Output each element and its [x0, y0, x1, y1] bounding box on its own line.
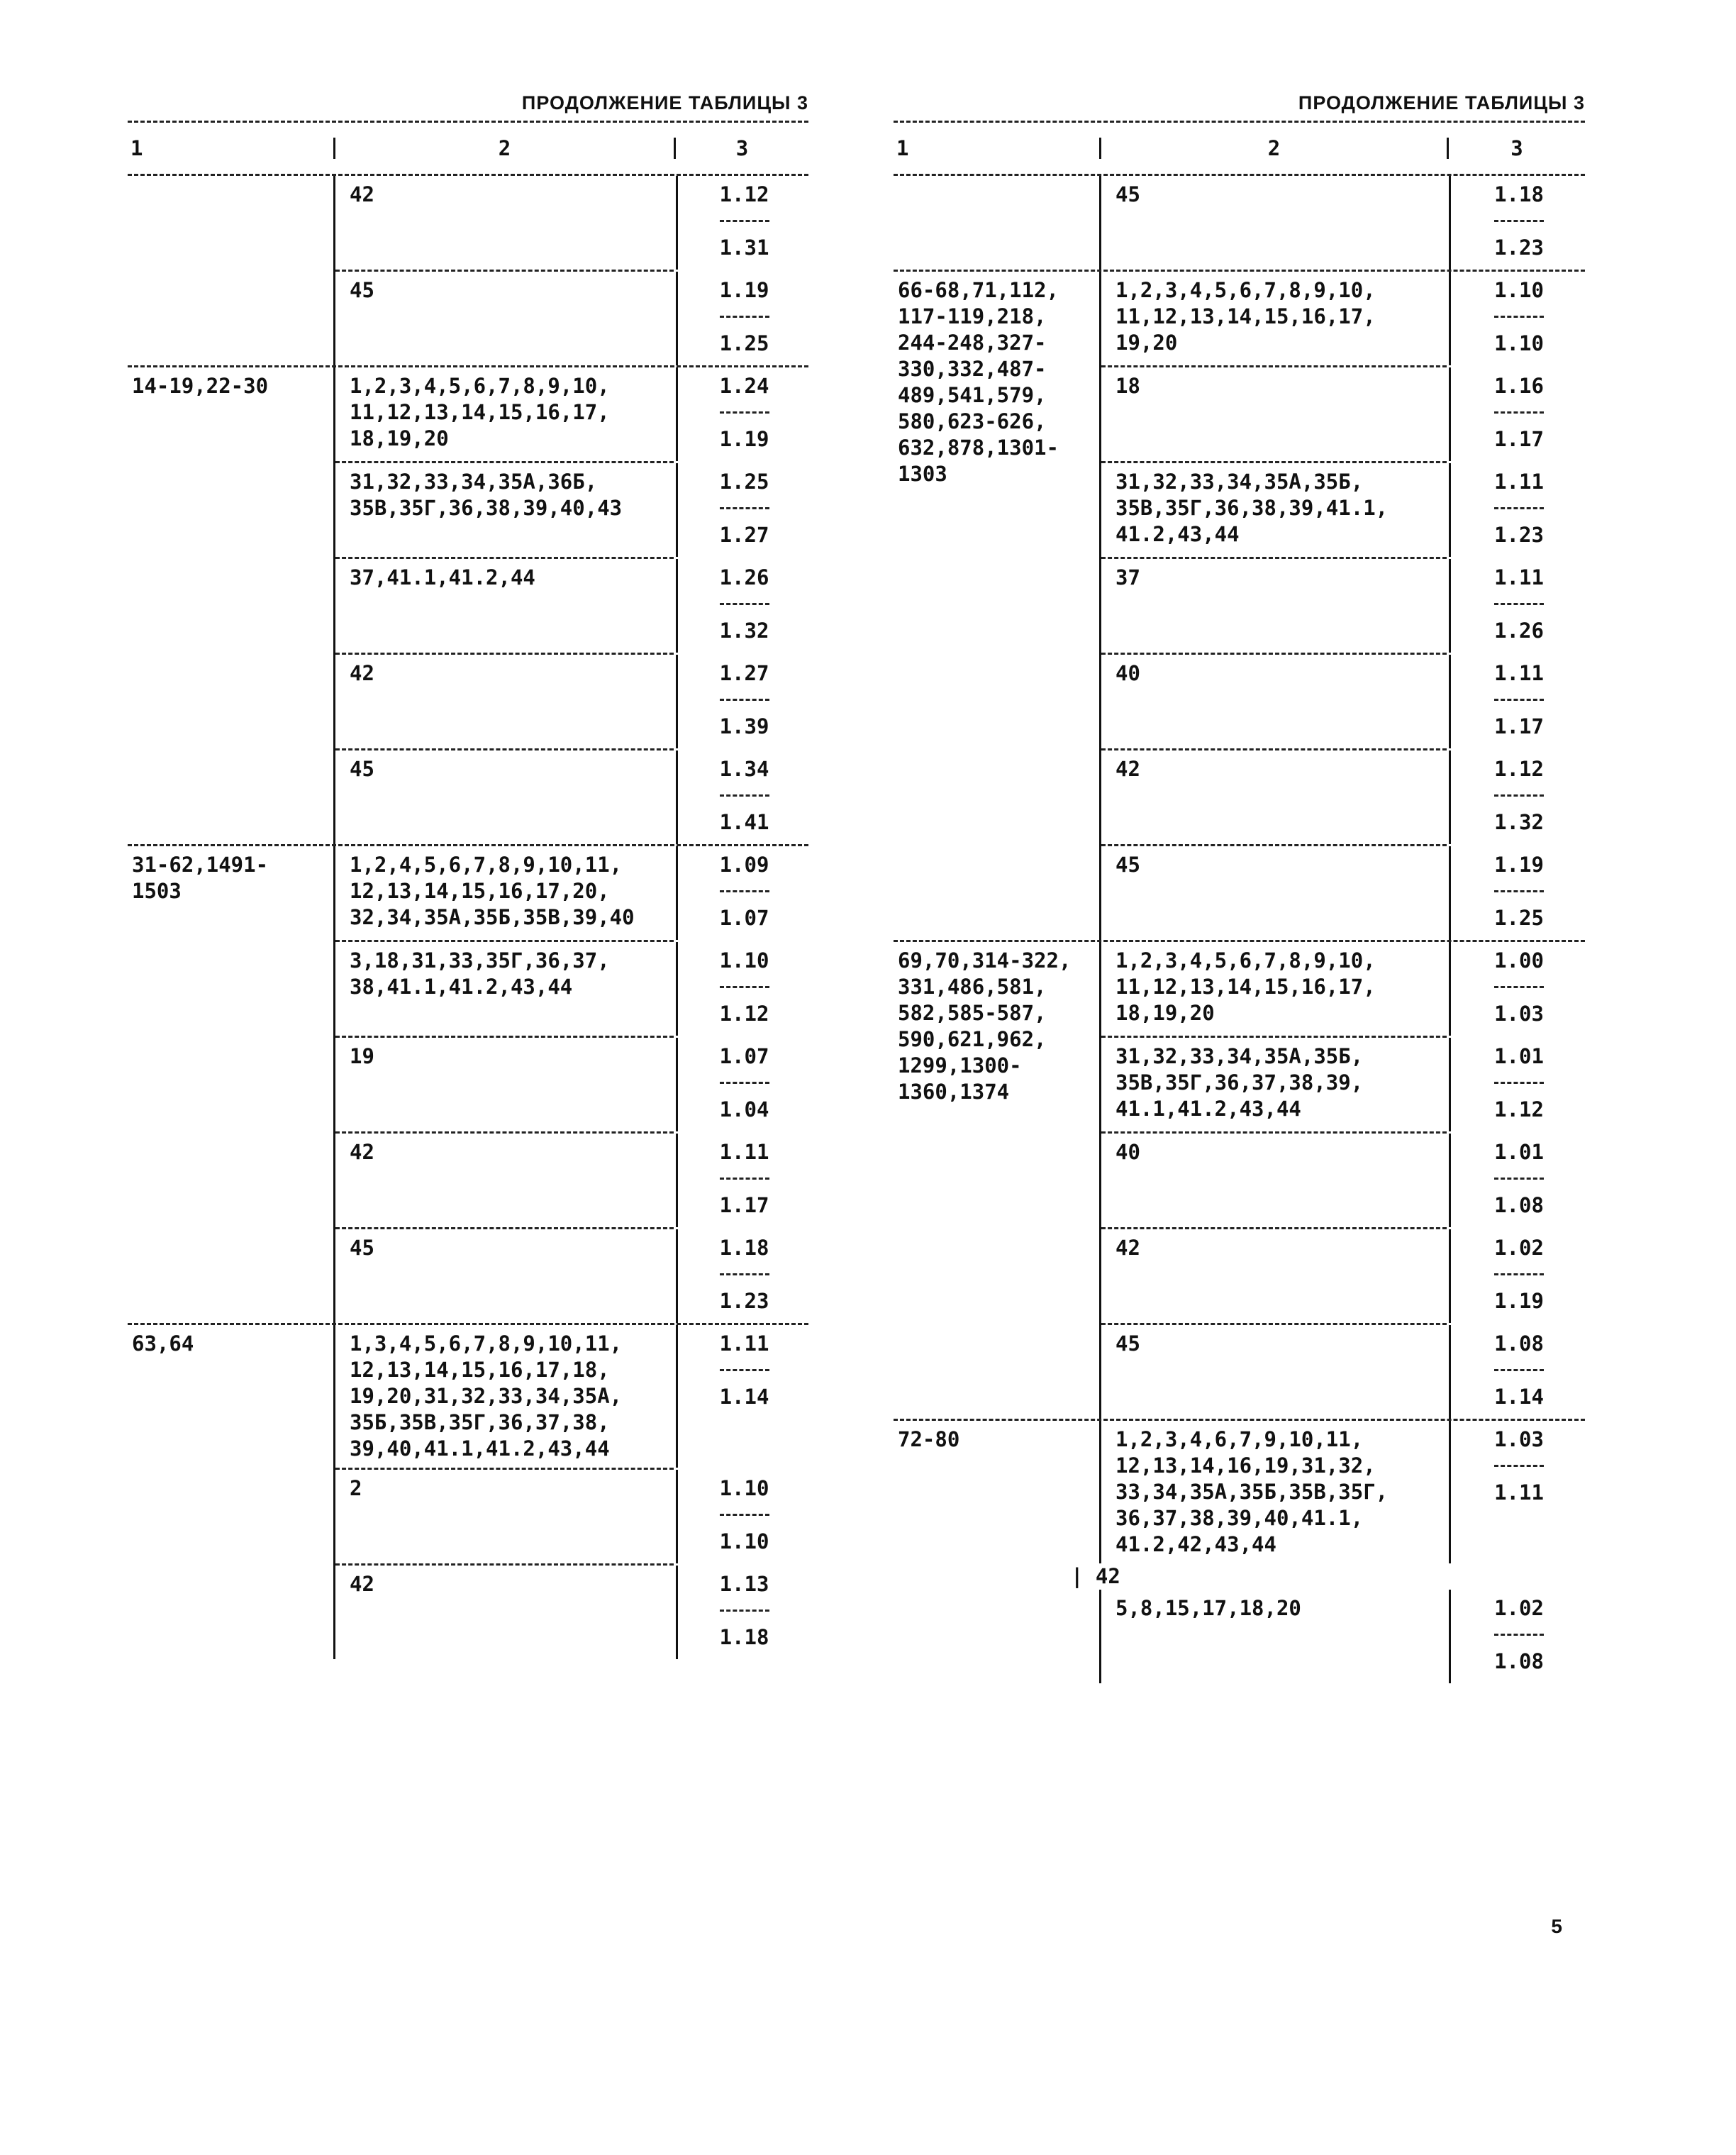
sub-row: [1101, 942, 1544, 1038]
coef-top: 1.01: [1494, 1140, 1544, 1164]
cell-col-2: 2: [350, 1476, 362, 1500]
cell-col-3: [676, 1038, 811, 1131]
tail-col-1: [894, 1590, 1099, 1683]
table-row: [128, 176, 808, 365]
coef-bottom: 1.23: [719, 1289, 769, 1313]
coef-divider: [1494, 1273, 1544, 1275]
table-body: [128, 176, 808, 1659]
cell-col-3: [1449, 750, 1587, 844]
header-col-2: 2: [1099, 138, 1447, 159]
coef-bottom: 1.14: [719, 1385, 769, 1409]
table-row: [894, 176, 1585, 270]
table-body: [894, 176, 1585, 1563]
table-row: [894, 1421, 1585, 1563]
coef-top: 1.19: [719, 278, 769, 302]
coef-bottom: 1.11: [1494, 1480, 1544, 1505]
sub-row: [335, 750, 769, 844]
sub-row: [335, 1038, 769, 1134]
cell-col-3: [676, 272, 811, 365]
cell-col-3: [676, 1470, 811, 1563]
sub-rows: [1099, 272, 1544, 940]
sub-row: [335, 1566, 769, 1659]
coef-bottom: 1.27: [719, 523, 769, 547]
sub-row: [335, 655, 769, 750]
sub-rows: [1099, 176, 1544, 270]
cell-col-3: [676, 846, 811, 940]
coef-top: 1.11: [1494, 470, 1544, 494]
sub-row: [1101, 559, 1544, 655]
cell-col-3: [1449, 463, 1587, 557]
table-caption: ПРОДОЛЖЕНИЕ ТАБЛИЦЫ 3: [521, 92, 808, 113]
coef-top: 1.02: [1494, 1596, 1544, 1620]
cell-col-2: 45: [350, 1236, 374, 1260]
coef-divider: [720, 1369, 769, 1371]
cell-col-2: 1,2,3,4,6,7,9,10,11, 12,13,14,16,19,31,32, 33,34,35А,35Б,35В,35Г, 36,37,38,39,40,41.1, 41.2,42,43,44: [1115, 1427, 1389, 1556]
coef-top: 1.10: [1494, 278, 1544, 302]
cell-col-2: 40: [1115, 1140, 1140, 1164]
coef-divider: [720, 316, 769, 318]
sub-row: [335, 1325, 769, 1470]
cell-col-1: 31-62,1491- 1503: [132, 853, 269, 903]
coef-bottom: 1.10: [719, 1529, 769, 1553]
coef-divider: [720, 1610, 769, 1612]
coef-top: 1.11: [1494, 661, 1544, 685]
cell-col-2: 45: [350, 278, 374, 302]
table-row: [128, 367, 808, 844]
coef-top: 1.01: [1494, 1044, 1544, 1068]
cell-col-3: [1449, 1038, 1587, 1131]
sub-row: [1101, 272, 1544, 367]
cell-col-2: 1,2,3,4,5,6,7,8,9,10, 11,12,13,14,15,16,17, 19,20: [1115, 278, 1376, 355]
page-number: 5: [1551, 1915, 1562, 1937]
coef-divider: [1494, 890, 1544, 892]
coef-bottom: 1.17: [719, 1193, 769, 1217]
coef-bottom: 1.23: [1494, 523, 1544, 547]
coef-divider: [1494, 1082, 1544, 1084]
coef-bottom: 1.18: [719, 1625, 769, 1649]
cell-col-1: 69,70,314-322, 331,486,581, 582,585-587, 590,621,962, 1299,1300- 1360,1374: [898, 948, 1072, 1104]
table-row: [894, 272, 1585, 940]
coef-divider: [1494, 411, 1544, 414]
table-header: [128, 123, 808, 174]
coef-divider: [1494, 220, 1544, 222]
cell-col-2: 31,32,33,34,35А,35Б, 35В,35Г,36,37,38,39, 41.1,41.2,43,44: [1115, 1044, 1364, 1121]
coef-divider: [1494, 507, 1544, 509]
coef-top: 1.16: [1494, 374, 1544, 398]
sub-row: [335, 846, 769, 942]
cell-col-1: 14-19,22-30: [132, 374, 269, 398]
coef-divider: [720, 411, 769, 414]
coef-divider: [720, 220, 769, 222]
coef-bottom: 1.41: [719, 810, 769, 834]
coef-top: 1.03: [1494, 1427, 1544, 1451]
coef-top: 1.12: [1494, 757, 1544, 781]
coef-bottom: 1.04: [719, 1097, 769, 1121]
coef-top: 1.10: [719, 1476, 769, 1500]
coef-top: 1.12: [719, 182, 769, 206]
cell-col-2: 37: [1115, 565, 1140, 589]
sub-rows: [1099, 1421, 1544, 1563]
sub-row: [335, 176, 769, 272]
coef-divider: [720, 794, 769, 797]
sub-row: [1101, 1038, 1544, 1134]
cell-col-2: 1,2,4,5,6,7,8,9,10,11, 12,13,14,15,16,17,20, 32,34,35А,35Б,35В,39,40: [350, 853, 635, 929]
right-table: [894, 85, 1585, 1683]
coef-bottom: 1.31: [719, 236, 769, 260]
coef-top: 1.18: [1494, 182, 1544, 206]
table-row: [128, 846, 808, 1323]
coef-divider: [1494, 316, 1544, 318]
coef-divider: [720, 1273, 769, 1275]
coef-top: 1.11: [1494, 565, 1544, 589]
cell-col-2: 40: [1115, 661, 1140, 685]
coef-divider: [720, 1178, 769, 1180]
coef-bottom: 1.10: [1494, 331, 1544, 355]
cell-col-3: [1449, 1325, 1587, 1419]
coef-bottom: 1.12: [719, 1002, 769, 1026]
cell-col-3: [676, 176, 811, 270]
cell-col-3: [676, 1566, 811, 1659]
cell-col-1: 63,64: [132, 1331, 194, 1356]
cell-col-3: [676, 750, 811, 844]
cell-col-1: [894, 176, 1099, 270]
coef-divider: [720, 603, 769, 605]
coef-bottom: 1.17: [1494, 714, 1544, 738]
coef-top: 1.11: [719, 1331, 769, 1356]
cell-col-3: [1449, 559, 1587, 653]
cell-col-3: [1449, 846, 1587, 940]
cell-col-2: 42: [350, 1572, 374, 1596]
cell-col-3: [1449, 176, 1587, 270]
cell-col-2: 42: [350, 182, 374, 206]
table-caption: ПРОДОЛЖЕНИЕ ТАБЛИЦЫ 3: [1298, 92, 1585, 113]
sub-rows: [1099, 942, 1544, 1419]
sub-row: [335, 367, 769, 463]
cell-col-3: [676, 1325, 811, 1468]
table-row: [894, 942, 1585, 1419]
cell-col-1: 66-68,71,112, 117-119,218, 244-248,327- 330,332,487- 489,541,579, 580,623-626, 632,878,1301- 1303: [898, 278, 1059, 486]
coef-bottom: 1.19: [1494, 1289, 1544, 1313]
cell-col-2: 31,32,33,34,35А,35Б, 35В,35Г,36,38,39,41.1, 41.2,43,44: [1115, 470, 1389, 546]
sub-row: [1101, 1134, 1544, 1229]
coef-bottom: 1.08: [1494, 1193, 1544, 1217]
coef-divider: [720, 1082, 769, 1084]
coef-divider: [720, 890, 769, 892]
coef-top: 1.07: [719, 1044, 769, 1068]
sub-row: [335, 1470, 769, 1566]
cell-col-3: [676, 463, 811, 557]
coef-bottom: 1.25: [1494, 906, 1544, 930]
sub-row: [335, 272, 769, 365]
coef-divider: [1494, 1178, 1544, 1180]
cell-col-2: 1,2,3,4,5,6,7,8,9,10, 11,12,13,14,15,16,17, 18,19,20: [1115, 948, 1376, 1025]
coef-divider: [1494, 603, 1544, 605]
cell-col-1: [128, 176, 333, 365]
coef-bottom: 1.08: [1494, 1649, 1544, 1673]
coef-top: 1.10: [719, 948, 769, 973]
coef-bottom: 1.19: [719, 427, 769, 451]
sub-rows: [333, 367, 769, 844]
coef-top: 1.34: [719, 757, 769, 781]
coef-top: 1.26: [719, 565, 769, 589]
sub-row: [1101, 1421, 1544, 1563]
sub-rows: [333, 1325, 769, 1659]
cell-col-3: [676, 367, 811, 461]
sub-row: [1101, 655, 1544, 750]
cell-col-2: 5,8,15,17,18,20: [1115, 1596, 1301, 1620]
cell-col-2: 31,32,33,34,35А,36Б, 35В,35Г,36,38,39,40,43: [350, 470, 623, 520]
header-col-1: 1: [896, 135, 909, 160]
sub-rows: [333, 176, 769, 365]
group-marker: | 42: [1071, 1564, 1120, 1588]
cell-col-2: 18: [1115, 374, 1140, 398]
sub-row: [1101, 846, 1544, 940]
coef-top: 1.11: [719, 1140, 769, 1164]
coef-divider: [720, 1514, 769, 1516]
table-row: [128, 1325, 808, 1659]
coef-bottom: 1.32: [1494, 810, 1544, 834]
coef-divider: [1494, 1465, 1544, 1467]
cell-col-2: 42: [350, 661, 374, 685]
cell-col-2: 45: [350, 757, 374, 781]
coef-top: 1.19: [1494, 853, 1544, 877]
table-header: [894, 123, 1585, 174]
cell-col-2: 42: [1115, 1236, 1140, 1260]
sub-row: [1101, 1590, 1544, 1683]
cell-col-3: [1449, 1229, 1587, 1323]
coef-top: 1.02: [1494, 1236, 1544, 1260]
cell-col-3: [1449, 272, 1587, 365]
tail-group: [1099, 1590, 1544, 1683]
coef-divider: [1494, 699, 1544, 701]
cell-col-3: [1449, 1590, 1587, 1683]
cell-col-3: [676, 655, 811, 748]
coef-divider: [1494, 986, 1544, 988]
coef-bottom: 1.39: [719, 714, 769, 738]
coef-top: 1.09: [719, 853, 769, 877]
header-col-3: 3: [1447, 138, 1585, 159]
sub-row: [1101, 176, 1544, 270]
cell-col-3: [676, 1134, 811, 1227]
header-col-1: 1: [130, 135, 143, 160]
tail-row: [894, 1590, 1585, 1683]
sub-row: [335, 942, 769, 1038]
cell-col-3: [1449, 367, 1587, 461]
coef-top: 1.25: [719, 470, 769, 494]
cell-col-2: 45: [1115, 853, 1140, 877]
coef-top: 1.18: [719, 1236, 769, 1260]
coef-top: 1.08: [1494, 1331, 1544, 1356]
coef-top: 1.27: [719, 661, 769, 685]
coef-bottom: 1.25: [719, 331, 769, 355]
coef-top: 1.24: [719, 374, 769, 398]
cell-col-2: 37,41.1,41.2,44: [350, 565, 535, 589]
cell-col-3: [676, 559, 811, 653]
cell-col-2: 42: [1115, 757, 1140, 781]
cell-col-1: 72-80: [898, 1427, 960, 1451]
coef-bottom: 1.17: [1494, 427, 1544, 451]
cell-col-2: 19: [350, 1044, 374, 1068]
cell-col-3: [676, 1229, 811, 1323]
sub-row: [335, 463, 769, 559]
cell-col-3: [1449, 942, 1587, 1036]
cell-col-2: 1,3,4,5,6,7,8,9,10,11, 12,13,14,15,16,17,18, 19,20,31,32,33,34,35А, 35Б,35В,35Г,36,37,38, 39,40,41.1,41.2,43,44: [350, 1331, 623, 1461]
cell-col-2: 1,2,3,4,5,6,7,8,9,10, 11,12,13,14,15,16,17, 18,19,20: [350, 374, 610, 450]
left-table: [128, 85, 808, 1659]
coef-bottom: 1.14: [1494, 1385, 1544, 1409]
sub-row: [1101, 367, 1544, 463]
coef-bottom: 1.32: [719, 619, 769, 643]
coef-divider: [1494, 794, 1544, 797]
cell-col-3: [676, 942, 811, 1036]
sub-row: [1101, 1325, 1544, 1419]
sub-row: [1101, 463, 1544, 559]
sub-row: [335, 1134, 769, 1229]
header-col-3: 3: [674, 138, 808, 159]
header-col-2: 2: [333, 138, 674, 159]
coef-divider: [720, 986, 769, 988]
coef-bottom: 1.03: [1494, 1002, 1544, 1026]
cell-col-3: [1449, 1421, 1587, 1563]
sub-row: [1101, 750, 1544, 846]
coef-divider: [720, 507, 769, 509]
sub-row: [335, 1229, 769, 1323]
cell-col-2: 3,18,31,33,35Г,36,37, 38,41.1,41.2,43,44: [350, 948, 610, 999]
coef-divider: [720, 699, 769, 701]
coef-divider: [1494, 1369, 1544, 1371]
cell-col-2: 45: [1115, 182, 1140, 206]
sub-row: [1101, 1229, 1544, 1325]
coef-bottom: 1.26: [1494, 619, 1544, 643]
coef-bottom: 1.23: [1494, 236, 1544, 260]
sub-rows: [333, 846, 769, 1323]
coef-top: 1.00: [1494, 948, 1544, 973]
coef-top: 1.13: [719, 1572, 769, 1596]
sub-row: [335, 559, 769, 655]
coef-divider: [1494, 1634, 1544, 1636]
coef-bottom: 1.07: [719, 906, 769, 930]
cell-col-3: [1449, 655, 1587, 748]
coef-bottom: 1.12: [1494, 1097, 1544, 1121]
cell-col-2: 42: [350, 1140, 374, 1164]
cell-col-3: [1449, 1134, 1587, 1227]
cell-col-2: 45: [1115, 1331, 1140, 1356]
